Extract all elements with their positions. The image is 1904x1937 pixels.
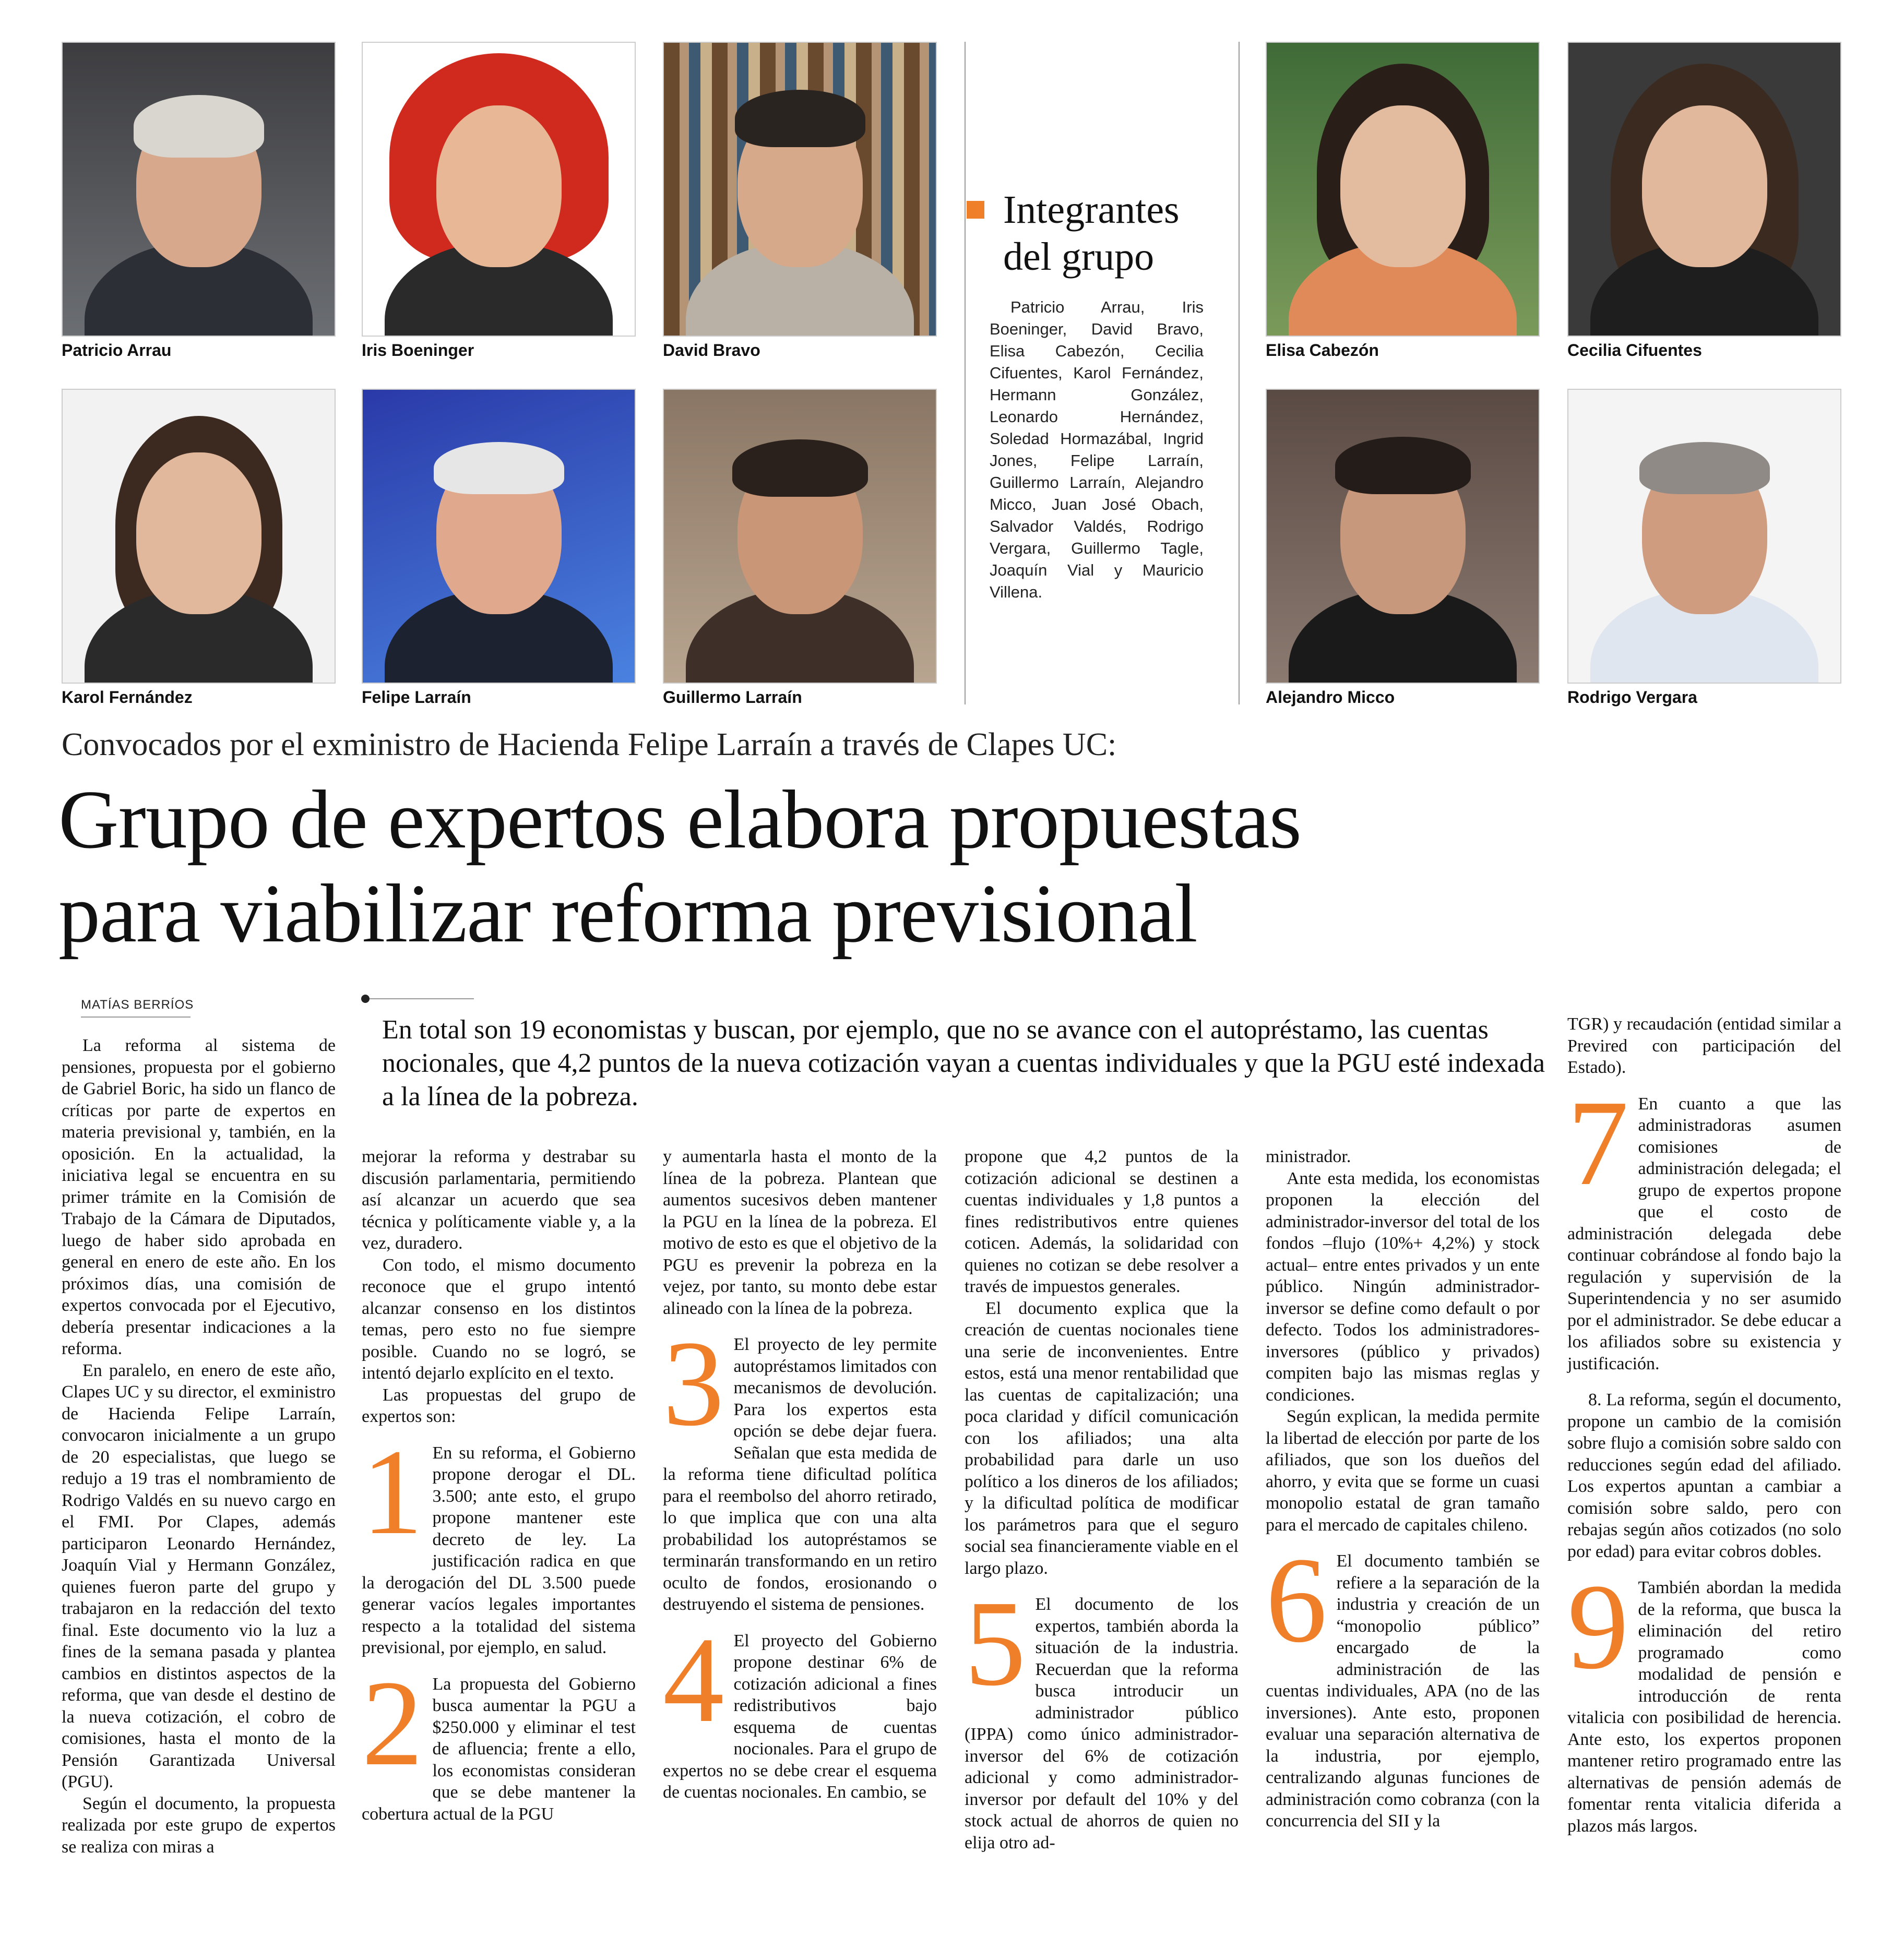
proposal-number: 1 xyxy=(362,1424,423,1560)
proposal-3: 3 El proyecto de ley permite autopréstamos limitados con mecanismos de devolución. Para los expertos esta opción se debe dejar fuera. Señalan que esta medida de la reforma tiene dificultad política para el reembolso del ahorro retirado, lo que implica que con una alta probabilidad los autopréstamos se terminarán transformando en un retiro oculto de fondos, erosionando o destruyendo el sistema de pensiones. xyxy=(663,1316,937,1614)
proposal-4: 4 El proyecto del Gobierno propone destinar 6% de cotización adicional a fines redistributivos bajo esquema de cuentas nocionales. Para el grupo de expertos no se debe crear el esquema de cuentas nocionales. En cambio, se xyxy=(663,1611,937,1802)
proposal-8: 8. La reforma, según el documento, propone un cambio de la comisión sobre flujo a comisión sobre saldo con reducciones según edad del afiliado. Los expertos apuntan a cambiar a comisión sobre saldo, pero con rebajas según años cotizados (no solo por edad) para evitar cobros dobles. xyxy=(1567,1390,1841,1561)
proposal-9: 9 También abordan la medida de la reforma, que busca la eliminación del retiro programado como modalidad de pensión e introducción de renta vitalicia con posibilidad de herencia. Ante esto, los expertos proponen mantener retiro programado entre las alternativas de pensión además de fomentar renta vitalicia diferida a plazos más largos. xyxy=(1567,1559,1841,1836)
portrait-cecilia-cifuentes xyxy=(1567,42,1841,337)
portrait-iris-boeninger xyxy=(362,42,636,337)
photo-caption: Cecilia Cifuentes xyxy=(1567,341,1702,360)
body-column-6: TGR) y recaudación (entidad similar a Previred con participación del Estado). 7 En cuanto a que las administradoras asumen comisiones de administración delegada; el grupo de expertos propone que el costo de administración delegada debe continuar cobrándose al fondo bajo la regulación y supervisión de la Superintendencia y no ser asumido por el administrador. Se debe educar a los afiliados sobre su existencia y justificación. 8. La reforma, según el documento, propone un cambio de la comisión sobre flujo a comisión sobre saldo con reducciones según edad del afiliado. Los expertos apuntan a cambiar a comisión sobre saldo, pero con rebajas según años cotizados (no solo por edad) para evitar cobros dobles. 9 También abordan la medida de la reforma, que busca la eliminación del retiro programado como modalidad de pensión e introducción de renta vitalicia con posibilidad de herencia. Ante esto, los expertos proponen mantener retiro programado entre las alternativas de pensión además de fomentar renta vitalicia diferida a plazos más largos. xyxy=(1567,1013,1841,1837)
portrait-rodrigo-vergara xyxy=(1567,389,1841,684)
section-marker xyxy=(967,201,984,219)
proposal-number: 2 xyxy=(362,1655,423,1791)
photo-caption: Alejandro Micco xyxy=(1266,688,1395,707)
byline: MATÍAS BERRÍOS xyxy=(81,998,194,1012)
proposal-number: 9 xyxy=(1567,1559,1629,1694)
column-rule xyxy=(1239,42,1240,704)
dek: En total son 19 economistas y buscan, por ejemplo, que no se avance con el autopréstamo, las cuentas nocionales, que 4,2 puntos de la nueva cotización vayan a cuentas individuales y que la PGU esté indexada a la línea de la pobreza. xyxy=(382,1015,1545,1111)
portrait-elisa-cabezon xyxy=(1266,42,1540,337)
kicker: Convocados por el exministro de Hacienda Felipe Larraín a través de Clapes UC: xyxy=(62,727,1117,762)
proposal-2: 2 La propuesta del Gobierno busca aumentar la PGU a $250.000 y eliminar el test de afluencia; frente a ello, los economistas consideran que se debe mantener la cobertura actual de la PGU xyxy=(362,1655,636,1824)
body-column-5: ministrador. Ante esta medida, los economistas proponen la elección del administrador-inversor del total de los fondos –flujo (10%+ 4,2%) y stock actual– entre entes privados y un ente público. Ningún administrador-inversor se define como default o por defecto. Todos los administradores-inversores (público y privados) compiten bajo las mismas reglas y condiciones. Según explican, la medida permite la libertad de elección por parte de los afiliados, que son los dueños del ahorro, y evita que se forme un cuasi monopolio estatal de gran tamaño para el mercado de capitales chileno. 6 El documento también se refiere a la separación de la industria y creación de un “monopolio público” encargado de la administración de las cuentas individuales, APA (no de las inversiones). Ante esto, proponen evaluar una separación alternativa de la industria, por ejemplo, centralizando algunas funciones de administración como cobranza (con la concurrencia del SII y la xyxy=(1266,1146,1540,1832)
portrait-patricio-arrau xyxy=(62,42,336,337)
photo-caption: Felipe Larraín xyxy=(362,688,471,707)
proposal-6: 6 El documento también se refiere a la separación de la industria y creación de un “monopolio público” encargado de la administración de las cuentas individuales, APA (no de las inversiones). Ante esto, proponen evaluar una separación alternativa de la industria, por ejemplo, centralizando algunas funciones de administración como cobranza (con la concurrencia del SII y la xyxy=(1266,1532,1540,1831)
portrait-david-bravo xyxy=(663,42,937,337)
photo-caption: Patricio Arrau xyxy=(62,341,172,360)
portrait-karol-fernandez xyxy=(62,389,336,684)
proposal-5: 5 El documento de los expertos, también aborda la situación de la industria. Recuerdan que la reforma busca introducir un administrador público (IPPA) como único administrador-inversor del 6% de cotización adicional y como administrador-inversor por default del 10% y del stock actual de ahorros de quien no elija otro ad- xyxy=(965,1575,1239,1852)
photo-caption: Guillermo Larraín xyxy=(663,688,802,707)
proposal-number: 6 xyxy=(1266,1532,1327,1668)
portrait-felipe-larrain xyxy=(362,389,636,684)
body-column-2: mejorar la reforma y destrabar su discusión parlamentaria, permitiendo así alcanzar un acuerdo que sea técnica y políticamente viable y, a la vez, duradero. Con todo, el mismo documento reconoce que el grupo intentó alcanzar consenso en los distintos temas, pero esto no fue siempre posible. Cuando no se logró, se intentó dejarlo explícito en el texto. Las propuestas del grupo de expertos son: 1 En su reforma, el Gobierno propone derogar el DL. 3.500; ante esto, el grupo propone mantener este decreto de ley. La justificación radica en que la derogación del DL 3.500 puede generar vacíos legales importantes respecto a la totalidad del sistema previsional, por ejemplo, en salud. 2 La propuesta del Gobierno busca aumentar la PGU a $250.000 y eliminar el test de afluencia; frente a ello, los economistas consideran que se debe mantener la cobertura actual de la PGU xyxy=(362,1146,636,1825)
members-list: Patricio Arrau, Iris Boeninger, David Bravo, Elisa Cabezón, Cecilia Cifuentes, Karol Fernández, Hermann González, Leonardo Hernández, Soledad Hormazábal, Ingrid Jones, Felipe Larraín, Guillermo Larraín, Alejandro Micco, Juan José Obach, Salvador Valdés, Rodrigo Vergara, Guillermo Tagle, Joaquín Vial y Mauricio Villena. xyxy=(990,298,1204,601)
portrait-guillermo-larrain xyxy=(663,389,937,684)
column-rule xyxy=(965,42,966,704)
byline-rule xyxy=(81,1017,191,1018)
body-column-3: y aumentarla hasta el monto de la línea de la pobreza. Plantean que aumentos sucesivos deben mantener la PGU en la línea de la pobreza. El motivo de esto es que el objetivo de la PGU es prevenir la pobreza en la vejez, por tanto, su monto debe estar alineado con la línea de la pobreza. 3 El proyecto de ley permite autopréstamos limitados con mecanismos de devolución. Para los expertos esta opción se debe dejar fuera. Señalan que esta medida de la reforma tiene dificultad política para el reembolso del ahorro retirado, lo que implica que con una alta probabilidad los autopréstamos se terminarán transformando en un retiro oculto de fondos, erosionando o destruyendo el sistema de pensiones. 4 El proyecto del Gobierno propone destinar 6% de cotización adicional a fines redistributivos bajo esquema de cuentas nocionales. Para el grupo de expertos no se debe crear el esquema de cuentas nocionales. En cambio, se xyxy=(663,1146,937,1803)
photo-caption: Rodrigo Vergara xyxy=(1567,688,1697,707)
proposal-number: 7 xyxy=(1567,1074,1629,1211)
headline: Grupo de expertos elabora propuestas para viabilizar reforma previsional xyxy=(58,773,1301,960)
photo-caption: Iris Boeninger xyxy=(362,341,474,360)
portrait-alejandro-micco xyxy=(1266,389,1540,684)
dek-bullet xyxy=(361,995,370,1003)
body-column-4: propone que 4,2 puntos de la cotización adicional se destinen a cuentas individuales y 1,8 puntos a fines redistributivos entre quienes coticen. Además, la solidaridad con quienes no cotizan se debe resolver a través de impuestos generales. El documento explica que la creación de cuentas nocionales tiene una serie de inconvenientes. Entre estos, está una menor rentabilidad que las cuentas de capitalización; una poca claridad y difícil comunicación con los afiliados; una alta probabilidad para darle un uso político a los dineros de los afiliados; y la dificultad política de modificar los parámetros para que el seguro social sea financieramente viable en el largo plazo. 5 El documento de los expertos, también aborda la situación de la industria. Recuerdan que la reforma busca introducir un administrador público (IPPA) como único administrador-inversor del 6% de cotización adicional y como administrador-inversor por default del 10% y del stock actual de ahorros de quien no elija otro ad- xyxy=(965,1146,1239,1854)
proposal-1: 1 En su reforma, el Gobierno propone derogar el DL. 3.500; ante esto, el grupo propone mantener este decreto de ley. La justificación radica en que la derogación del DL 3.500 puede generar vacíos legales importantes respecto a la totalidad del sistema previsional, por ejemplo, en salud. xyxy=(362,1424,636,1657)
photo-caption: Karol Fernández xyxy=(62,688,193,707)
members-title: Integrantes del grupo xyxy=(1003,188,1180,279)
proposal-7: 7 En cuanto a que las administradoras asumen comisiones de administración delegada; el grupo de expertos propone que el costo de administración delegada debe continuar cobrándose al fondo bajo la regulación y supervisión de la Superintendencia y no ser asumido por el administrador. Se debe educar a los afiliados sobre su existencia y justificación. xyxy=(1567,1074,1841,1373)
photo-caption: Elisa Cabezón xyxy=(1266,341,1379,360)
proposal-number: 4 xyxy=(663,1611,724,1748)
proposal-number: 5 xyxy=(965,1575,1026,1711)
dek-rule xyxy=(370,998,474,999)
photo-caption: David Bravo xyxy=(663,341,760,360)
body-column-1: La reforma al sistema de pensiones, propuesta por el gobierno de Gabriel Boric, ha sido un flanco de críticas por parte de expertos en materia previsional y, también, en la oposición. En la actualidad, la iniciativa legal se encuentra en su primer trámite en la Comisión de Trabajo de la Cámara de Diputados, luego de haber sido aprobada en general en enero de este año. En los próximos días, una comisión de expertos convocada por el Ejecutivo, debería presentar indicaciones a la reforma. En paralelo, en enero de este año, Clapes UC y su director, el exministro de Hacienda Felipe Larraín, convocaron inicialmente a un grupo de 20 especialistas, que luego se redujo a 19 tras el nombramiento de Rodrigo Valdés en su nuevo cargo en el FMI. Por Clapes, además participaron Leonardo Hernández, Joaquín Vial y Hermann González, quienes fueron parte del grupo y trabajaron en la redacción del texto final. Este documento vio la luz a fines de la semana pasada y plantea cambios en distintos aspectos de la reforma, que van desde el destino de la nueva cotización, el cobro de comisiones, hasta el monto de la Pensión Garantizada Universal (PGU). Según el documento, la propuesta realizada por este grupo de expertos se realiza con miras a xyxy=(62,1036,336,1857)
proposal-number: 3 xyxy=(663,1316,724,1451)
